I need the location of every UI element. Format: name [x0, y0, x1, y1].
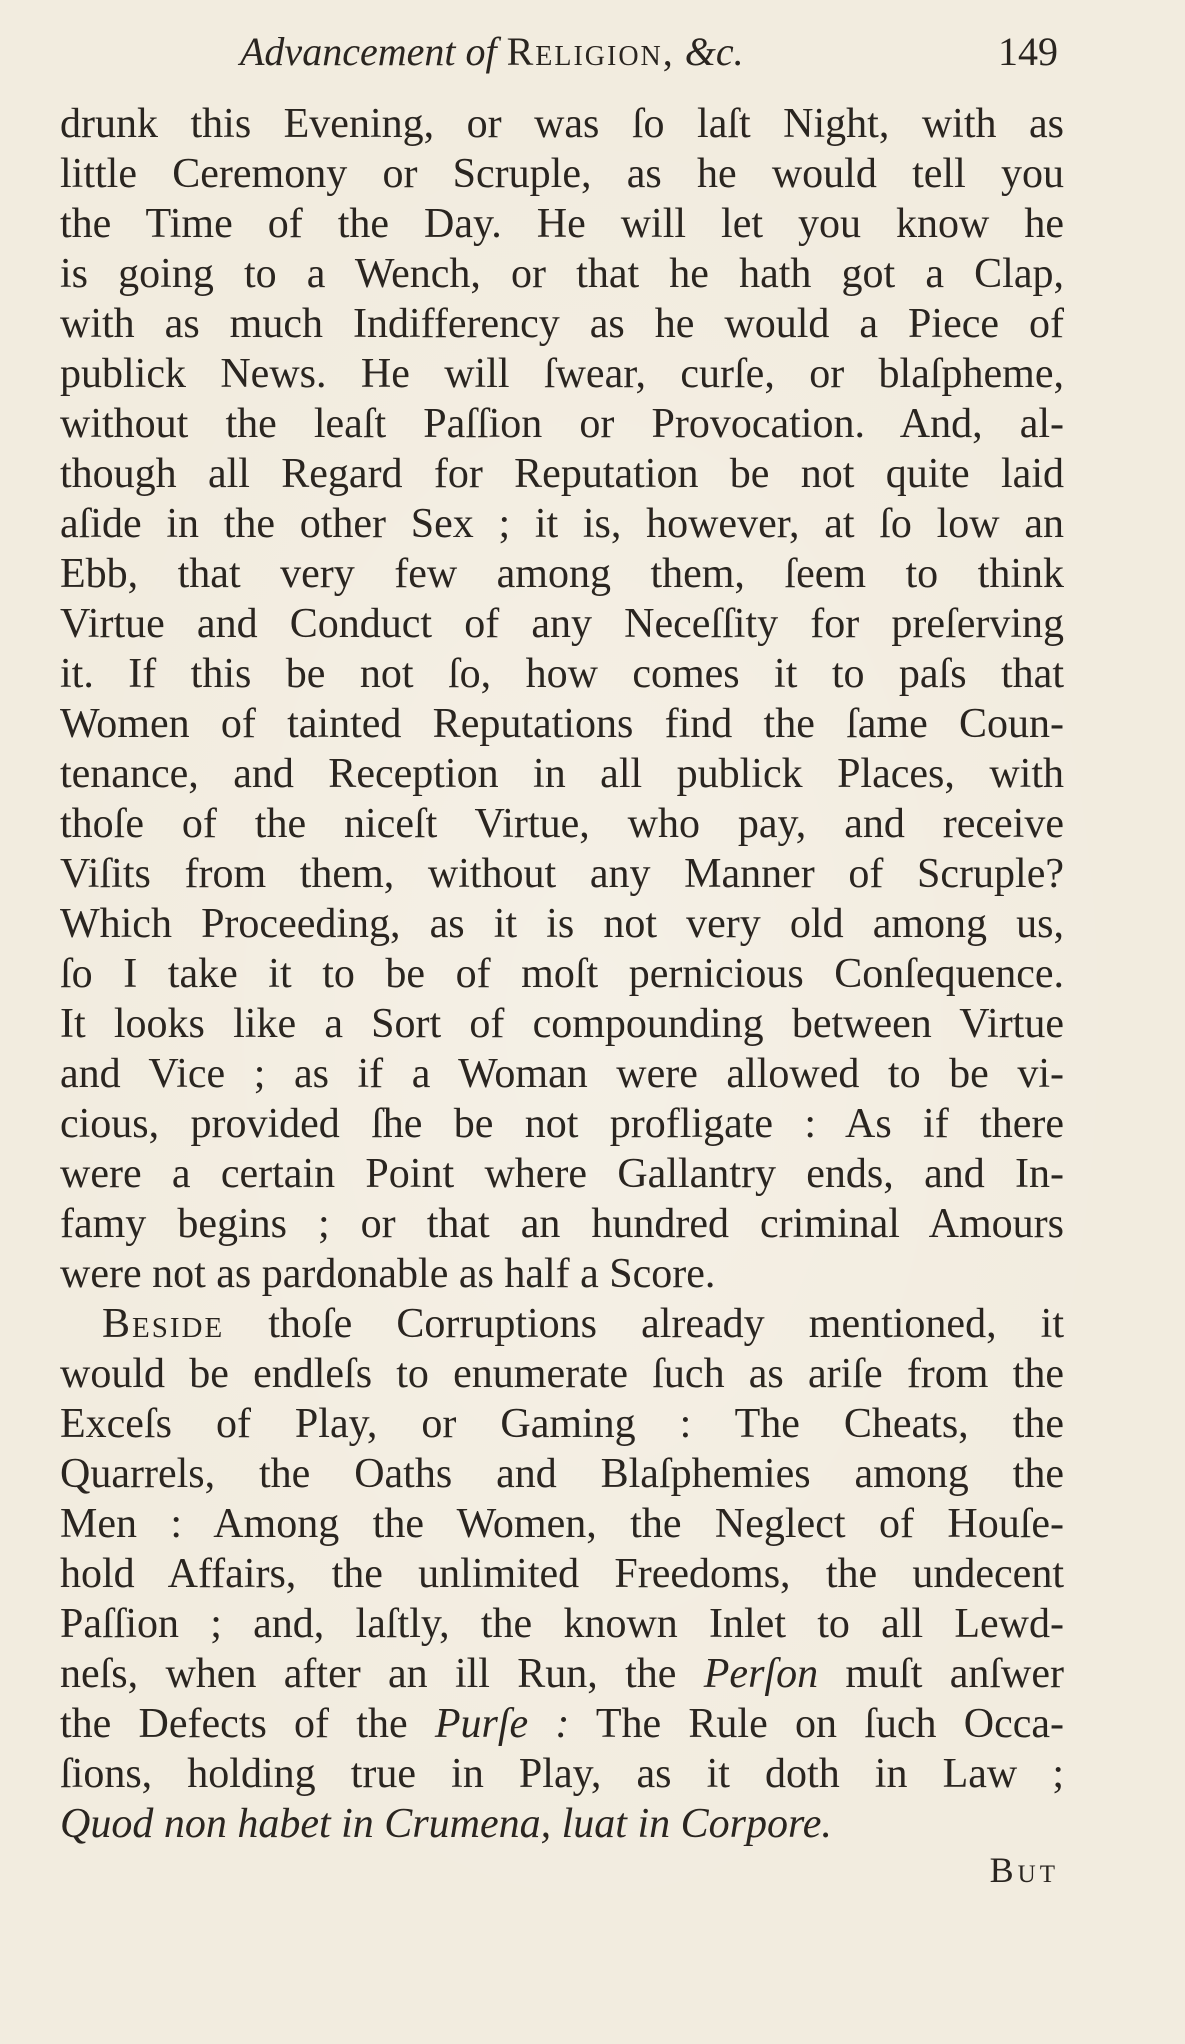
text-line: Virtue and Conduct of any Neceſſity for preſerving [60, 601, 1064, 647]
text-line: little Ceremony or Scruple, as he would tell you [60, 151, 1064, 197]
page-number: 149 [998, 29, 1058, 74]
text-line: cious, provided ſhe be not profligate : As if there [60, 1101, 1064, 1147]
text-line: famy begins ; or that an hundred criminal Amours [60, 1201, 1064, 1247]
text-line: ſions, holding true in Play, as it doth in Law ; [60, 1751, 1064, 1797]
italic-word: Perſon [703, 1651, 819, 1697]
catchword: But [989, 1850, 1059, 1890]
text-line: with as much Indifferency as he would a Piece of [60, 301, 1064, 347]
line-part: neſs, when after an ill Run, the [60, 1651, 704, 1697]
text-line: without the leaſt Paſſion or Provocation. And, al- [60, 401, 1064, 447]
text-line-mixed [60, 1699, 1064, 1749]
text-line: Viſits from them, without any Manner of Scruple? [60, 851, 1064, 897]
text-line: tenance, and Reception in all publick Places, with [60, 751, 1064, 797]
running-head [60, 24, 1064, 80]
text-line: drunk this Evening, or was ſo laſt Night, with as [60, 101, 1064, 147]
text-line: aſide in the other Sex ; it is, however, at ſo low an [60, 501, 1064, 547]
text-line-mixed [60, 1649, 1064, 1699]
running-title-italic: Advancement of [240, 29, 497, 74]
text-line: would be endleſs to enumerate ſuch as ariſe from the [60, 1351, 1064, 1397]
text-line: ſo I take it to be of moſt pernicious Conſequence. [60, 951, 1064, 997]
text-line: Which Proceeding, as it is not very old among us, [60, 901, 1064, 947]
line-part: muſt anſwer [818, 1651, 1064, 1697]
text-line: it. If this be not ſo, how comes it to paſs that [60, 651, 1064, 697]
paragraph-opening-word: Beside [102, 1301, 225, 1347]
text-line: Women of tainted Reputations find the ſame Coun- [60, 701, 1064, 747]
line-part: the Defects of the [60, 1701, 435, 1747]
text-line: hold Affairs, the unlimited Freedoms, the undecent [60, 1551, 1064, 1597]
running-title-smallcaps: Religion, [506, 29, 675, 74]
text-line: were not as pardonable as half a Score. [60, 1251, 716, 1297]
text-line: It looks like a Sort of compounding between Virtue [60, 1001, 1064, 1047]
text-line: Men : Among the Women, the Neglect of Houſe- [60, 1501, 1064, 1547]
line-part: The Rule on ſuch Occa- [569, 1701, 1064, 1747]
text-line: Ebb, that very few among them, ſeem to think [60, 551, 1064, 597]
text-line: thoſe of the niceſt Virtue, who pay, and receive [60, 801, 1064, 847]
text-line: the Time of the Day. He will let you know he [60, 201, 1064, 247]
running-title-tail: &c. [684, 29, 744, 74]
italic-word: Purſe : [434, 1701, 570, 1747]
text-line: and Vice ; as if a Woman were allowed to be vi- [60, 1051, 1064, 1097]
running-title [240, 24, 744, 80]
text-line: though all Regard for Reputation be not quite laid [60, 451, 1064, 497]
paragraph-opening-rest: thoſe Corruptions already mentioned, it [224, 1301, 1064, 1347]
text-line: Paſſion ; and, laſtly, the known Inlet to all Lewd- [60, 1601, 1064, 1647]
text-line: Quarrels, the Oaths and Blaſphemies among the [60, 1451, 1064, 1497]
paragraph-opening-line [60, 1299, 1064, 1349]
body-text [60, 99, 1064, 1849]
text-line: were a certain Point where Gallantry ends, and In- [60, 1151, 1064, 1197]
text-line: Exceſs of Play, or Gaming : The Cheats, the [60, 1401, 1064, 1447]
latin-maxim: Quod non habet in Crumena, luat in Corpore. [60, 1801, 832, 1847]
text-line: is going to a Wench, or that he hath got a Clap, [60, 251, 1064, 297]
text-line: publick News. He will ſwear, curſe, or blaſpheme, [60, 351, 1064, 397]
